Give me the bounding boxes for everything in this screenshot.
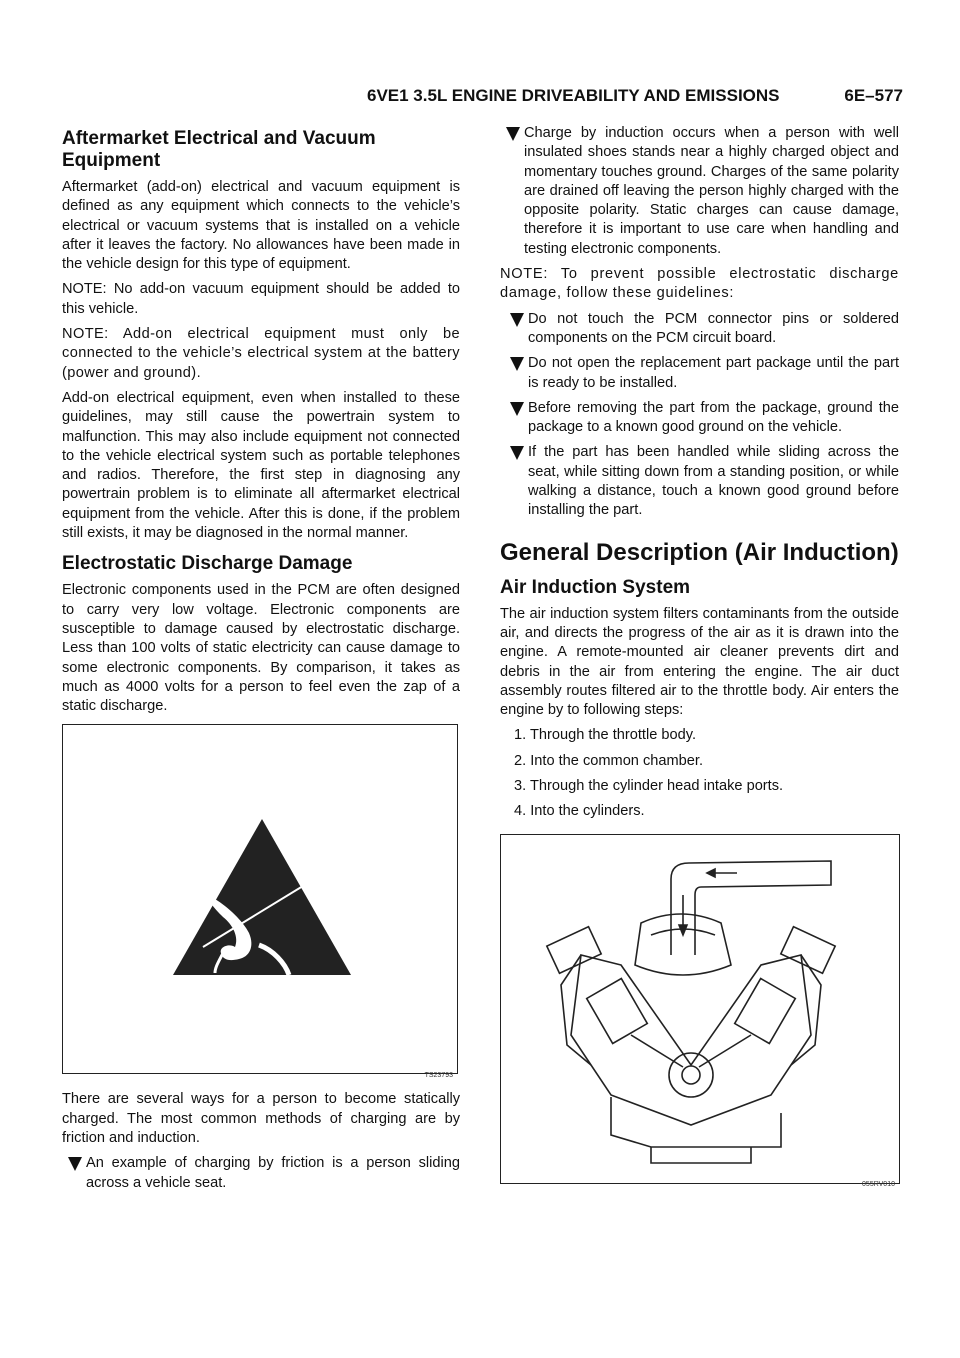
engine-diagram [501, 835, 899, 1183]
engine-air-induction-figure [500, 834, 900, 1189]
heading-esd: Electrostatic Discharge Damage [62, 553, 353, 575]
page-number: 6E–577 [844, 86, 903, 105]
step-item: 3. Through the cylinder head intake ports. [514, 778, 784, 795]
bullet-triangle-icon [510, 446, 524, 460]
header-title: 6VE1 3.5L ENGINE DRIVEABILITY AND EMISSIONS [367, 86, 780, 105]
esd-warning-figure [62, 724, 458, 1080]
note: NOTE: No add-on vacuum equipment should be added to this vehicle. [62, 281, 460, 317]
step-item: 2. Into the common chamber. [514, 752, 704, 769]
step-item: 1. Through the throttle body. [514, 727, 697, 744]
paragraph: There are several ways for a person to become statically charged. The most common methods of charging are by friction and induction. [62, 1091, 460, 1147]
guideline-item: Do not touch the PCM connector pins or soldered components on the PCM circuit board. [504, 310, 899, 349]
bullet-triangle-icon [68, 1157, 82, 1171]
bullet-triangle-icon [510, 402, 524, 416]
heading-aftermarket: Aftermarket Electrical and Vacuum Equipment [62, 128, 376, 171]
guideline-item: Before removing the part from the package, ground the package to a known good ground on the vehicle. [504, 399, 899, 438]
figure-code: 055RV010 [862, 1181, 895, 1189]
paragraph: The air induction system filters contaminants from the outside air, and directs the progress of the air as it is drawn into the engine. A remote-mounted air cleaner prevents dirt and debris in the air from entering the engine. The air duct assembly routes filtered air to the throttle body. Air enters the engine by to following steps: [500, 605, 899, 719]
bullet-triangle-icon [510, 357, 524, 371]
paragraph: Aftermarket (add-on) electrical and vacuum equipment is defined as any equipment which connects to the vehicle’s electrical or vacuum systems that is installed on a vehicle after it leaves the factory. No allowances have been made in the vehicle design for this type of equipment. [62, 179, 460, 273]
heading-air-induction: Air Induction System [500, 576, 691, 598]
guideline-item: If the part has been handled while sliding across the seat, while sitting down from a standing position, or while walking a distance, touch a known good ground before installing the part. [504, 443, 899, 520]
note: NOTE: To prevent possible electrostatic discharge damage, follow these guidelines: [500, 266, 899, 302]
right-column [500, 124, 899, 1189]
steps-list [500, 726, 899, 821]
note: NOTE: Add-on electrical equipment must only be connected to the vehicle’s electrical system at the battery (power and ground). [62, 326, 460, 381]
figure-code: TS23793 [424, 1072, 453, 1080]
step-item: 4. Into the cylinders. [514, 803, 645, 820]
bullet-item: An example of charging by friction is a person sliding across a vehicle seat. [62, 1154, 460, 1193]
paragraph: Electronic components used in the PCM are often designed to carry very low voltage. Electronic components are susceptible to damage caused by electrostatic discharge. Less than 100 volts of static electricity can cause damage to some electronic components. By comparison, it takes as much as 4000 volts for a person to feel even the zap of a static discharge. [62, 582, 460, 715]
paragraph: Add-on electrical equipment, even when installed to these guidelines, may still cause the powertrain system to malfunction. This may also include equipment not connected to the vehicle electrical system such as portable telephones and radios. Therefore, the first step in diagnosing any powertrain problem is to eliminate all aftermarket electrical equipment from the vehicle. After this is done, if the problem still exists, it may be diagnosed in the normal manner. [62, 389, 460, 542]
heading-general-description: General Description (Air Induction) [500, 538, 899, 566]
bullet-triangle-icon [510, 313, 524, 327]
page-header [367, 86, 907, 116]
bullet-triangle-icon [506, 127, 520, 141]
bullet-item: Charge by induction occurs when a person with well insulated shoes stands near a highly charged object and momentary touches ground. Charges of the same polarity are drained off leaving the person highly charged with the opposite polarity. Static charges can cause damage, therefore it is important to use care when handling and testing electronic components. [500, 124, 899, 259]
guideline-item: Do not open the replacement part package until the part is ready to be installed. [504, 354, 899, 393]
esd-warning-symbol [63, 725, 457, 1073]
left-column [62, 124, 460, 1199]
